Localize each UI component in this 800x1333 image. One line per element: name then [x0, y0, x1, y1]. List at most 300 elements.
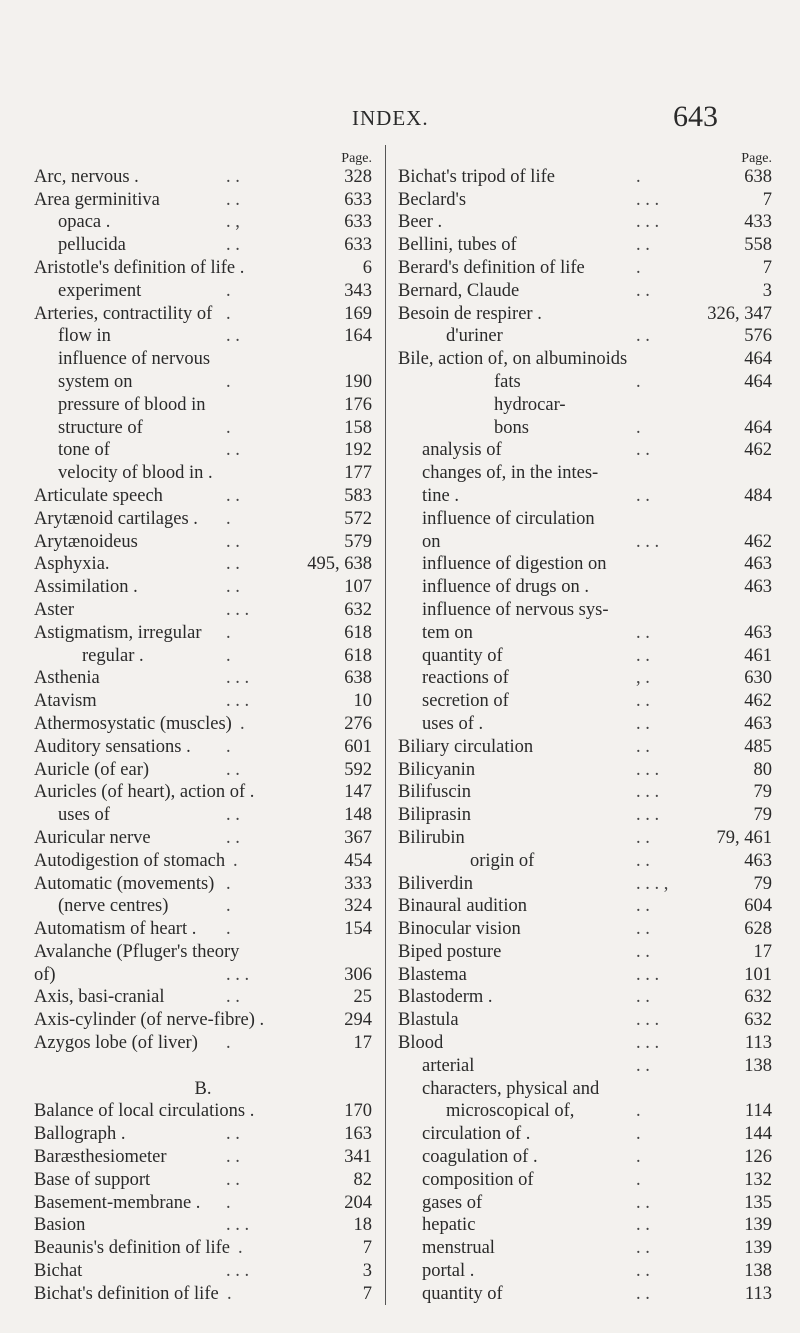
index-entry	[34, 895, 372, 918]
entry-page-number: 463	[744, 577, 772, 598]
leader-dots: .	[226, 280, 231, 301]
entry-term: Aster	[34, 599, 75, 620]
index-entry	[398, 736, 772, 759]
index-entry	[34, 1214, 372, 1237]
entry-term: Asphyxia.	[34, 554, 110, 575]
leader-dots: .	[226, 1033, 231, 1054]
index-entry	[398, 850, 772, 873]
index-entry	[398, 759, 772, 782]
entry-term: Blood	[398, 1033, 444, 1054]
entry-page-number: 454	[344, 850, 372, 871]
leader-dots: . . .	[636, 805, 660, 826]
entry-term: Blastoderm .	[398, 987, 493, 1008]
index-entry	[398, 166, 772, 189]
index-entry	[398, 918, 772, 941]
entry-page-number: 484	[744, 485, 772, 506]
leader-dots: . . .	[226, 691, 250, 712]
leader-dots: . .	[636, 1283, 650, 1304]
leader-dots: . .	[226, 805, 240, 826]
leader-dots: . . .	[226, 599, 250, 620]
index-entry	[398, 508, 772, 531]
index-entry	[34, 257, 372, 280]
index-entry	[398, 1260, 772, 1283]
index-entry	[398, 941, 772, 964]
entry-term: Binaural audition	[398, 896, 527, 917]
leader-dots: .	[636, 1147, 641, 1168]
leader-dots: . .	[636, 1055, 650, 1076]
entry-term: Axis-cylinder (of nerve-fibre) .	[34, 1010, 265, 1031]
leader-dots: . .	[636, 235, 650, 256]
index-entry	[398, 781, 772, 804]
entry-page-number: 176	[344, 394, 372, 415]
entry-term: Bile, action of, on albuminoids	[398, 349, 628, 370]
index-entry	[34, 667, 372, 690]
index-entry	[34, 1237, 372, 1260]
entry-term: Bilifuscin	[398, 782, 471, 803]
entry-page-number: 135	[744, 1192, 772, 1213]
index-column-left	[34, 143, 372, 1306]
entry-term: Arytænoideus	[34, 531, 138, 552]
entry-page-number: 618	[344, 622, 372, 643]
index-entry	[34, 736, 372, 759]
leader-dots: . .	[226, 326, 240, 347]
leader-dots: . .	[226, 554, 240, 575]
index-entry	[34, 348, 372, 371]
index-entry	[34, 553, 372, 576]
entry-term: analysis of	[422, 440, 502, 461]
entry-page-number: 204	[344, 1192, 372, 1213]
entry-term: Ballograph .	[34, 1124, 126, 1145]
index-entry	[34, 1169, 372, 1192]
entry-term: (nerve centres)	[58, 896, 169, 917]
entry-page-number: 306	[344, 964, 372, 985]
leader-dots: . .	[636, 440, 650, 461]
leader-dots: . .	[226, 1147, 240, 1168]
entry-page-number: 633	[344, 212, 372, 233]
entry-term: Bilicyanin	[398, 759, 476, 780]
entry-page-number: 18	[353, 1215, 372, 1236]
entry-term: Athermosystatic (muscles)	[34, 713, 232, 734]
running-title: INDEX.	[352, 106, 429, 130]
entry-term: Bichat's tripod of life	[398, 166, 555, 187]
index-entry	[398, 211, 772, 234]
leader-dots: . . .	[226, 1261, 250, 1282]
leader-dots: . .	[636, 941, 650, 962]
entry-page-number: 461	[744, 645, 772, 666]
index-entry	[398, 1146, 772, 1169]
entry-page-number: 601	[344, 736, 372, 757]
entry-page-number: 604	[744, 896, 772, 917]
entry-term: coagulation of .	[422, 1147, 538, 1168]
leader-dots: .	[240, 713, 245, 734]
index-entry	[34, 576, 372, 599]
entry-page-number: 463	[744, 554, 772, 575]
leader-dots: . . .	[636, 964, 660, 985]
index-entry	[34, 850, 372, 873]
entry-term: Avalanche (Pfluger's theory	[34, 941, 240, 962]
index-entry	[398, 1055, 772, 1078]
index-entry	[398, 667, 772, 690]
leader-dots: . . .	[226, 964, 250, 985]
entry-term: flow in	[58, 326, 111, 347]
entry-page-number: Page.	[341, 151, 372, 166]
entry-term: Bernard, Claude	[398, 280, 520, 301]
leader-dots: . . .	[636, 189, 660, 210]
entry-page-number: 82	[353, 1169, 372, 1190]
entry-term: Arc, nervous .	[34, 166, 139, 187]
entry-term: Besoin de respirer .	[398, 303, 542, 324]
index-entry	[34, 485, 372, 508]
index-entry	[398, 257, 772, 280]
entry-page-number: 326, 347	[707, 303, 772, 324]
leader-dots: . . .	[226, 1215, 250, 1236]
entry-term: pellucida	[58, 235, 126, 256]
index-entry	[398, 348, 772, 371]
entry-term: Balance of local circulations .	[34, 1101, 255, 1122]
entry-term: Baræsthesiometer	[34, 1147, 167, 1168]
entry-page-number: 464	[744, 417, 772, 438]
index-entry	[34, 325, 372, 348]
leader-dots: .	[226, 371, 231, 392]
entry-page-number: 632	[744, 1010, 772, 1031]
index-entry	[398, 1237, 772, 1260]
leader-dots: . .	[636, 1261, 650, 1282]
entry-page-number: 343	[344, 280, 372, 301]
leader-dots: . .	[636, 736, 650, 757]
index-entry	[34, 1123, 372, 1146]
entry-page-number: 17	[353, 1033, 372, 1054]
entry-term: experiment	[58, 280, 142, 301]
leader-dots: .	[238, 1238, 243, 1259]
entry-term: Assimilation .	[34, 577, 138, 598]
leader-dots: .	[226, 919, 231, 940]
entry-page-number: 154	[344, 919, 372, 940]
entry-term: reactions of	[422, 668, 509, 689]
entry-page-number: 324	[344, 896, 372, 917]
index-entry	[398, 986, 772, 1009]
entry-page-number: 633	[344, 235, 372, 256]
entry-term: microscopical of,	[446, 1101, 575, 1122]
index-entry	[398, 645, 772, 668]
entry-page-number: 79, 461	[716, 827, 772, 848]
entry-page-number: 190	[344, 371, 372, 392]
entry-term: characters, physical and	[422, 1078, 600, 1099]
entry-page-number: 638	[344, 668, 372, 689]
entry-term: quantity of	[422, 645, 503, 666]
entry-term: Automatism of heart .	[34, 919, 197, 940]
entry-page-number: 464	[744, 349, 772, 370]
index-entry	[34, 1009, 372, 1032]
index-entry	[34, 986, 372, 1009]
leader-dots: .	[636, 1169, 641, 1190]
entry-term: Berard's definition of life	[398, 257, 585, 278]
entry-page-number: 79	[753, 782, 772, 803]
entry-term: influence of digestion on	[422, 554, 607, 575]
leader-dots: .	[226, 645, 231, 666]
entry-page-number: 7	[762, 189, 772, 210]
entry-term: arterial	[422, 1055, 475, 1076]
leader-dots: . .	[636, 485, 650, 506]
entry-page-number: 192	[344, 440, 372, 461]
leader-dots: .	[636, 166, 641, 187]
column-divider	[385, 145, 386, 1305]
entry-term: Biliprasin	[398, 805, 471, 826]
entry-term: Area germinitiva	[34, 189, 160, 210]
entry-term: bons	[494, 417, 529, 438]
entry-term: Auricle (of ear)	[34, 759, 150, 780]
index-entry	[398, 964, 772, 987]
entry-term: system on	[58, 371, 133, 392]
leader-dots: . .	[226, 440, 240, 461]
index-entry	[398, 1009, 772, 1032]
leader-dots: . . . ,	[636, 873, 669, 894]
index-entry	[398, 622, 772, 645]
leader-dots: . .	[636, 1238, 650, 1259]
entry-page-number: 341	[344, 1147, 372, 1168]
index-entry	[398, 576, 772, 599]
leader-dots: . . .	[636, 782, 660, 803]
entry-page-number: 572	[344, 508, 372, 529]
entry-term: uses of	[58, 805, 110, 826]
index-entry	[398, 804, 772, 827]
entry-page-number: 169	[344, 303, 372, 324]
entry-page-number: 177	[344, 463, 372, 484]
leader-dots: .	[226, 622, 231, 643]
leader-dots: . .	[636, 827, 650, 848]
entry-page-number: 113	[744, 1283, 772, 1304]
entry-page-number: 126	[744, 1147, 772, 1168]
leader-dots: .	[227, 1283, 232, 1304]
index-entry	[398, 1032, 772, 1055]
entry-page-number: 79	[753, 873, 772, 894]
index-entry	[34, 1260, 372, 1283]
entry-page-number: 558	[744, 235, 772, 256]
entry-term: Auricles (of heart), action of .	[34, 782, 255, 803]
entry-term: fats	[494, 371, 521, 392]
entry-term: Binocular vision	[398, 919, 521, 940]
leader-dots: . . .	[226, 668, 250, 689]
entry-term: pressure of blood in	[58, 394, 206, 415]
entry-term: uses of .	[422, 713, 484, 734]
index-entry	[34, 166, 372, 189]
entry-term: Beclard's	[398, 189, 467, 210]
index-entry	[398, 303, 772, 326]
entry-page-number: 147	[344, 782, 372, 803]
index-entry	[398, 1214, 772, 1237]
index-entry	[34, 690, 372, 713]
index-entry	[398, 325, 772, 348]
leader-dots: . .	[226, 235, 240, 256]
leader-dots: . .	[226, 987, 240, 1008]
index-entry	[398, 1169, 772, 1192]
index-entry	[398, 280, 772, 303]
entry-term: tine .	[422, 485, 459, 506]
leader-dots: . .	[226, 1124, 240, 1145]
leader-dots: .	[636, 417, 641, 438]
entry-page-number: 433	[744, 212, 772, 233]
index-entry	[398, 234, 772, 257]
entry-term: Basement-membrane .	[34, 1192, 201, 1213]
entry-page-number: 495, 638	[307, 554, 372, 575]
index-entry	[34, 599, 372, 622]
entry-term: Biliary circulation	[398, 736, 534, 757]
leader-dots: . . .	[636, 531, 660, 552]
index-entry	[34, 622, 372, 645]
index-entry	[34, 759, 372, 782]
index-column-right	[398, 143, 772, 1306]
index-entry	[398, 531, 772, 554]
entry-term: gases of	[422, 1192, 483, 1213]
entry-term: Biliverdin	[398, 873, 474, 894]
entry-page-number: 618	[344, 645, 372, 666]
index-entry	[34, 918, 372, 941]
leader-dots: . .	[226, 1169, 240, 1190]
index-entry	[34, 531, 372, 554]
entry-term: Azygos lobe (of liver)	[34, 1033, 198, 1054]
entry-term: Atavism	[34, 691, 97, 712]
leader-dots: . .	[226, 531, 240, 552]
entry-page-number: 132	[744, 1169, 772, 1190]
index-entry	[34, 508, 372, 531]
index-entry	[398, 827, 772, 850]
entry-term: hydrocar-	[494, 394, 566, 415]
leader-dots: . .	[226, 189, 240, 210]
leader-dots: . . .	[636, 212, 660, 233]
index-entry	[398, 485, 772, 508]
index-entry	[34, 189, 372, 212]
leader-dots: .	[226, 508, 231, 529]
entry-page-number: 3	[362, 1261, 372, 1282]
entry-page-number: 138	[744, 1055, 772, 1076]
index-entry	[398, 417, 772, 440]
index-entry	[398, 189, 772, 212]
index-entry	[34, 1055, 372, 1078]
leader-dots: . ,	[226, 212, 240, 233]
entry-page-number: 144	[744, 1124, 772, 1145]
entry-page-number: 276	[344, 713, 372, 734]
index-entry	[398, 553, 772, 576]
entry-page-number: 164	[344, 326, 372, 347]
entry-page-number: 163	[344, 1124, 372, 1145]
leader-dots: . .	[636, 691, 650, 712]
entry-page-number: Page.	[741, 151, 772, 166]
entry-term: Beer .	[398, 212, 443, 233]
leader-dots: . .	[636, 326, 650, 347]
index-entry	[398, 1283, 772, 1306]
index-entry	[34, 371, 372, 394]
leader-dots: . .	[636, 713, 650, 734]
leader-dots: . .	[636, 896, 650, 917]
entry-term: secretion of	[422, 691, 509, 712]
entry-term: origin of	[470, 850, 535, 871]
leader-dots: .	[636, 1101, 641, 1122]
entry-term: hepatic	[422, 1215, 476, 1236]
entry-term: opaca .	[58, 212, 111, 233]
leader-dots: .	[636, 257, 641, 278]
entry-term: influence of circulation	[422, 508, 595, 529]
index-entry	[398, 462, 772, 485]
entry-term: influence of nervous	[58, 349, 211, 370]
entry-page-number: 79	[753, 805, 772, 826]
entry-term: Bellini, tubes of	[398, 235, 517, 256]
entry-page-number: 7	[762, 257, 772, 278]
entry-term: portal .	[422, 1261, 475, 1282]
entry-term: Auricular nerve	[34, 827, 151, 848]
leader-dots: . . .	[636, 1010, 660, 1031]
entry-term: Automatic (movements)	[34, 873, 215, 894]
index-entry	[34, 1100, 372, 1123]
entry-term: composition of	[422, 1169, 534, 1190]
entry-term: circulation of .	[422, 1124, 531, 1145]
entry-page-number: 630	[744, 668, 772, 689]
entry-page-number: 592	[344, 759, 372, 780]
entry-page-number: 463	[744, 713, 772, 734]
entry-page-number: 294	[344, 1010, 372, 1031]
entry-term: Articulate speech	[34, 485, 163, 506]
entry-page-number: 464	[744, 371, 772, 392]
entry-term: Base of support	[34, 1169, 151, 1190]
index-entry	[34, 439, 372, 462]
leader-dots: .	[226, 417, 231, 438]
index-entry	[398, 1100, 772, 1123]
entry-term: Auditory sensations .	[34, 736, 191, 757]
entry-page-number: 632	[744, 987, 772, 1008]
page-column-heading	[34, 143, 372, 166]
entry-term: influence of drugs on .	[422, 577, 589, 598]
leader-dots: . .	[226, 166, 240, 187]
index-entry	[34, 873, 372, 896]
leader-dots: .	[226, 873, 231, 894]
index-entry	[398, 873, 772, 896]
entry-page-number: 170	[344, 1101, 372, 1122]
index-entry	[34, 1283, 372, 1306]
entry-page-number: 80	[753, 759, 772, 780]
entry-page-number: 576	[744, 326, 772, 347]
entry-term: on	[422, 531, 441, 552]
index-entry	[34, 1032, 372, 1055]
leader-dots: .	[226, 736, 231, 757]
index-entry	[398, 895, 772, 918]
entry-page-number: 583	[344, 485, 372, 506]
leader-dots: .	[233, 850, 238, 871]
entry-page-number: 10	[353, 691, 372, 712]
leader-dots: . .	[636, 1192, 650, 1213]
leader-dots: . .	[636, 987, 650, 1008]
entry-term: Asthenia	[34, 668, 100, 689]
index-entry	[34, 462, 372, 485]
entry-page-number: 628	[744, 919, 772, 940]
entry-page-number: 17	[753, 941, 772, 962]
entry-term: Blastula	[398, 1010, 459, 1031]
index-entry	[34, 417, 372, 440]
entry-page-number: 463	[744, 850, 772, 871]
index-entry	[34, 394, 372, 417]
entry-term: Arteries, contractility of	[34, 303, 213, 324]
index-entry	[34, 1192, 372, 1215]
index-entry	[34, 211, 372, 234]
index-entry	[398, 1192, 772, 1215]
leader-dots: .	[636, 371, 641, 392]
index-entry	[34, 781, 372, 804]
entry-term: Autodigestion of stomach	[34, 850, 226, 871]
entry-page-number: 462	[744, 691, 772, 712]
leader-dots: . .	[636, 645, 650, 666]
index-entry	[398, 1123, 772, 1146]
index-entry	[34, 941, 372, 964]
entry-page-number: 462	[744, 440, 772, 461]
section-letter	[34, 1078, 372, 1101]
entry-term: changes of, in the intes-	[422, 463, 599, 484]
